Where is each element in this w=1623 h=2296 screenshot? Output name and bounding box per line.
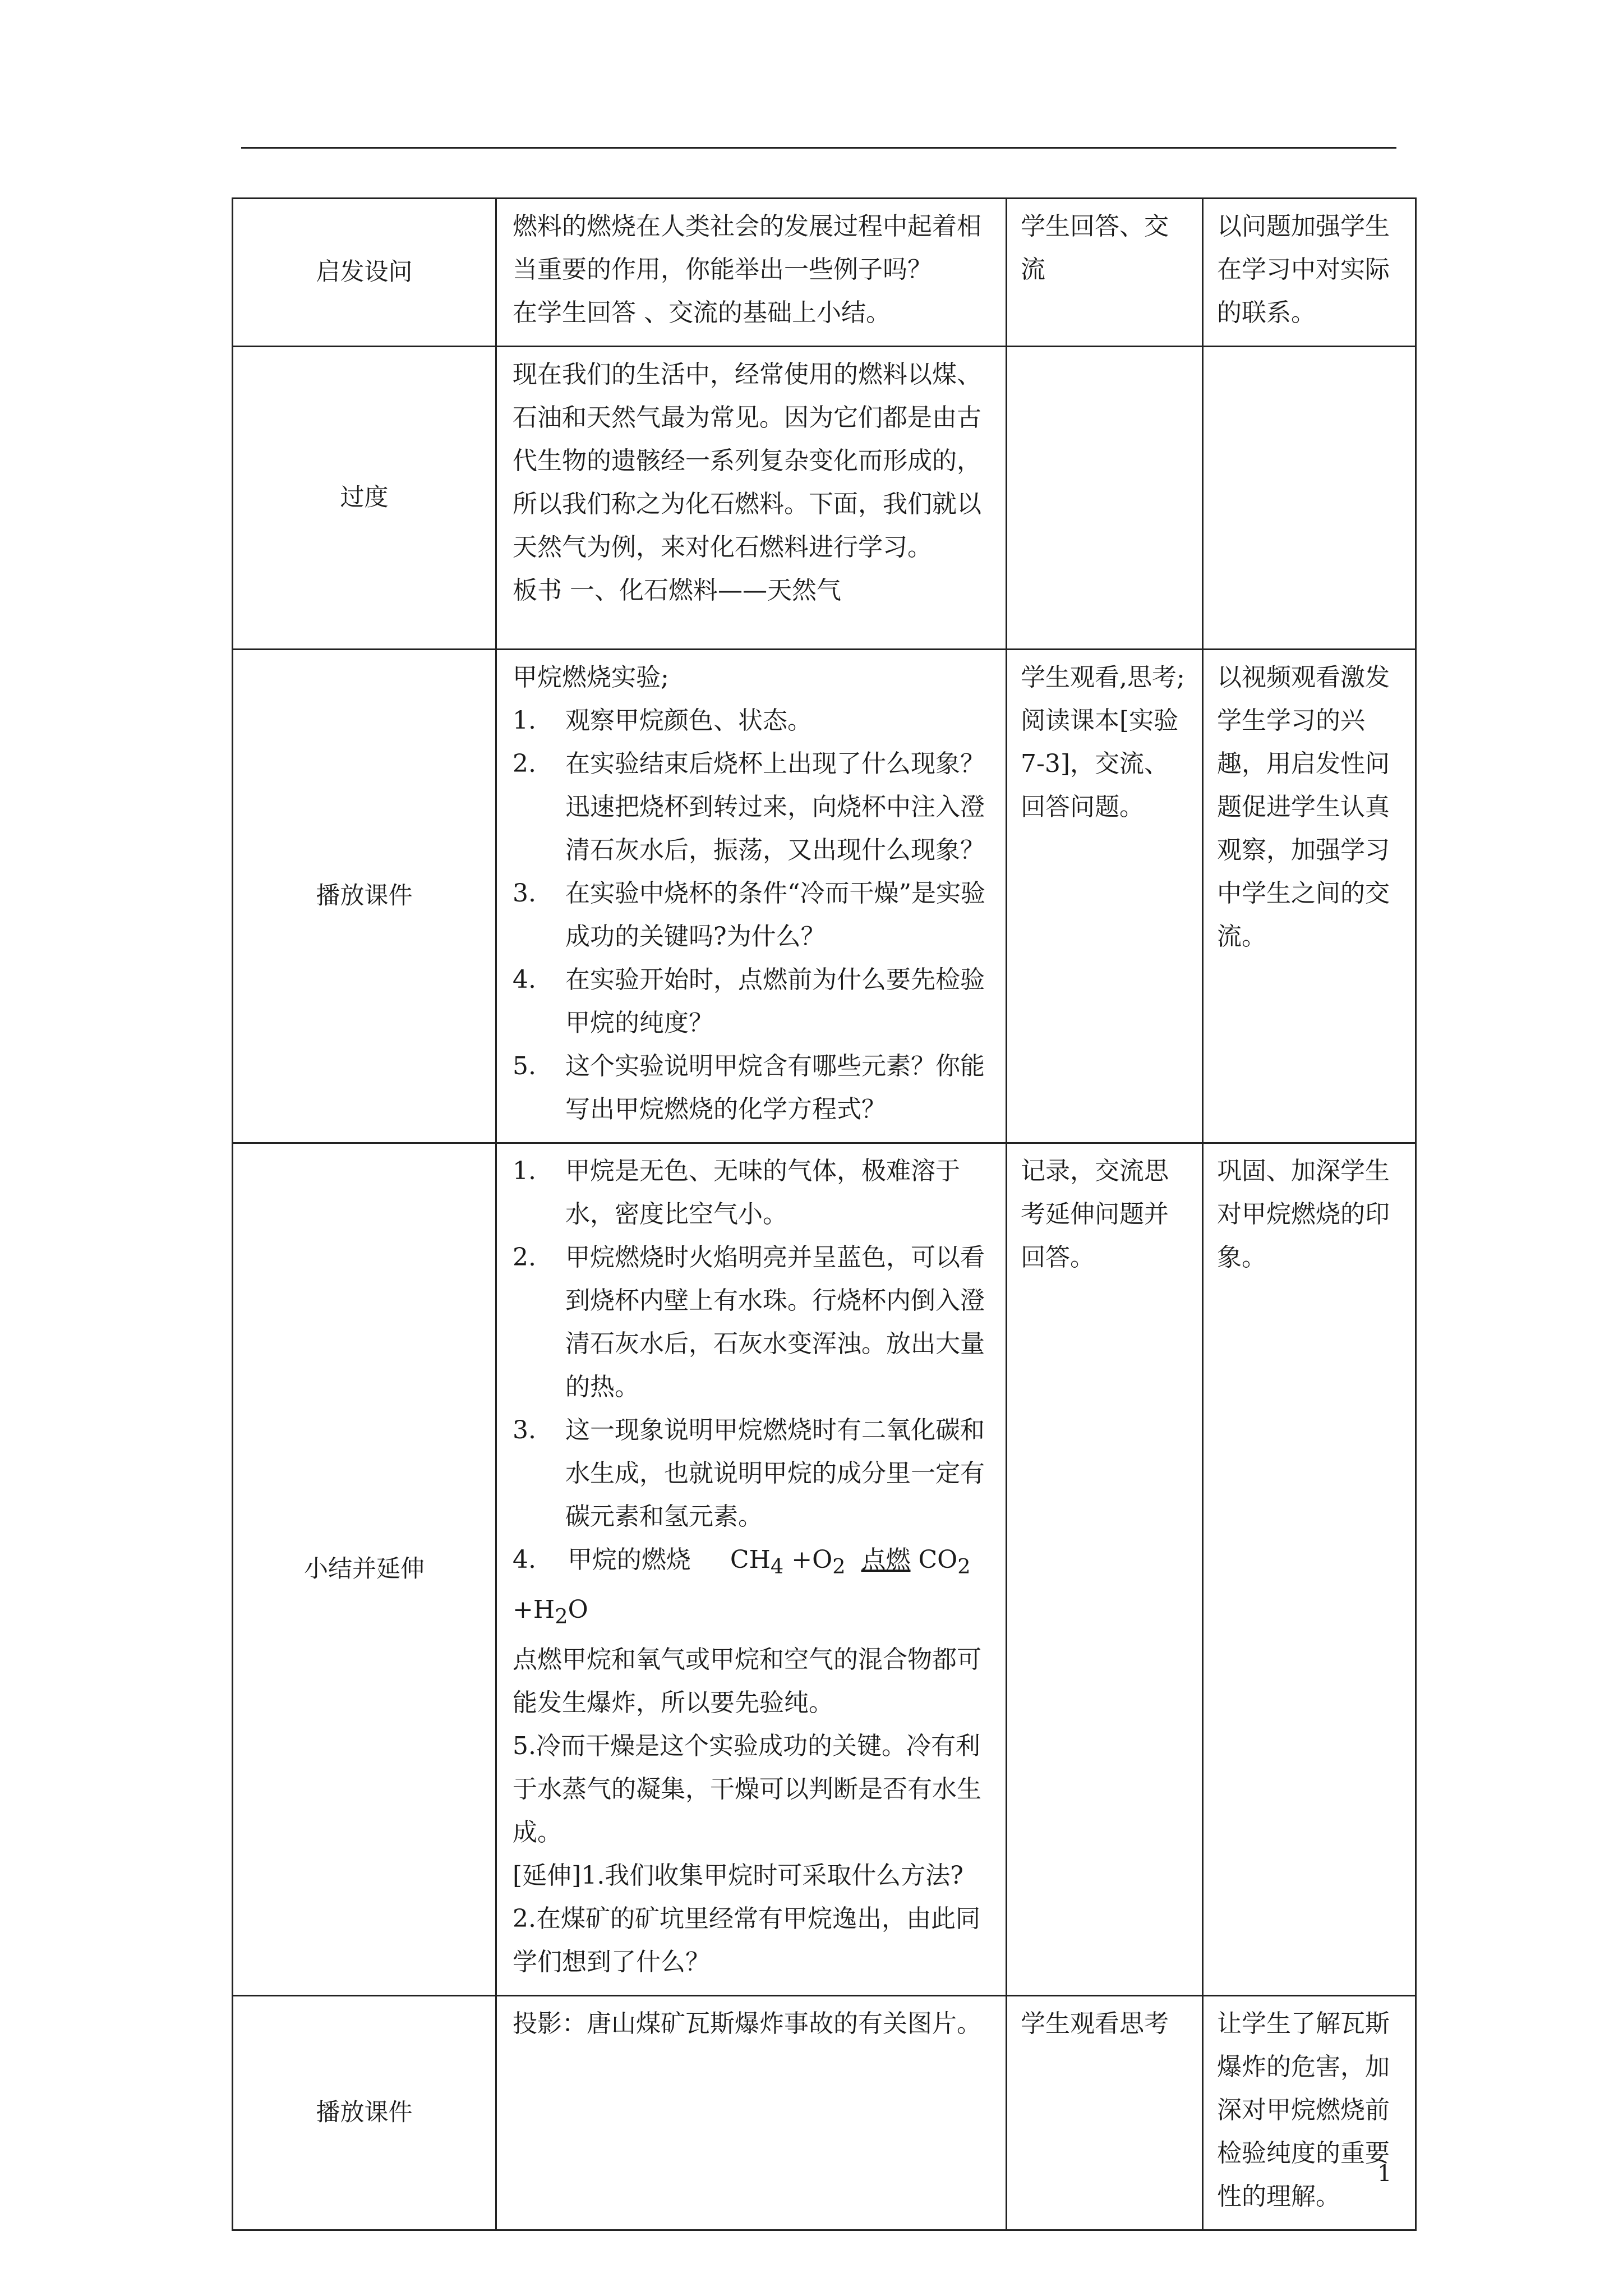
list-item — [513, 872, 992, 958]
formula-sub: 2 — [555, 1604, 568, 1628]
stage-cell: 过度 — [233, 347, 496, 650]
formula-ch: CH — [730, 1545, 771, 1574]
table-row — [233, 1995, 1416, 2230]
content-paragraph: 板书 一、化石燃料——天然气 — [513, 576, 841, 605]
equation-number: 4. — [513, 1545, 536, 1574]
list-text: 甲烷燃烧时火焰明亮并呈蓝色，可以看到烧杯内壁上有水珠。行烧杯内倒入澄清石灰水后，石灰水变浑浊。放出大量的热。 — [565, 1243, 985, 1401]
reaction-condition: 点燃 — [861, 1545, 911, 1574]
formula-co: CO — [918, 1545, 958, 1574]
page-number: 1 — [1377, 2161, 1392, 2187]
combustion-equation — [513, 1538, 992, 1638]
content-paragraph: 2.在煤矿的矿坑里经常有甲烷逸出，由此同学们想到了什么？ — [513, 1904, 980, 1976]
content-paragraph: 现在我们的生活中，经常使用的燃料以煤、石油和天然气最为常见。因为它们都是由古代生物的遗骸经一系列复杂变化而形成的，所以我们称之为化石燃料。下面，我们就以天然气为例，来对化石燃料进行学习。 — [513, 360, 981, 562]
content-cell — [496, 1143, 1007, 1996]
content-paragraph: 甲烷燃烧实验; — [513, 663, 669, 692]
content-paragraph: 点燃甲烷和氧气或甲烷和空气的混合物都可能发生爆炸，所以要先验纯。 — [513, 1645, 981, 1717]
content-paragraph: [延伸]1.我们收集甲烷时可采取什么方法? — [513, 1861, 963, 1890]
stage-cell: 播放课件 — [233, 1995, 496, 2230]
list-item — [513, 699, 992, 742]
list-text: 观察甲烷颜色、状态。 — [565, 706, 812, 735]
list-item — [513, 1045, 992, 1131]
content-cell — [496, 650, 1007, 1143]
stage-cell: 播放课件 — [233, 650, 496, 1143]
list-item — [513, 1409, 992, 1538]
list-number: 4. — [513, 965, 536, 994]
student-activity-cell: 学生观看,思考;阅读课本[实验7-3]，交流、回答问题。 — [1007, 650, 1203, 1143]
design-intent-cell: 以问题加强学生在学习中对实际的联系。 — [1203, 199, 1416, 347]
list-item — [513, 1236, 992, 1409]
list-text: 在实验中烧杯的条件“冷而干燥”是实验成功的关键吗?为什么？ — [565, 879, 985, 951]
student-activity-cell: 学生观看思考 — [1007, 1995, 1203, 2230]
list-item — [513, 958, 992, 1045]
design-intent-cell: 让学生了解瓦斯爆炸的危害，加深对甲烷燃烧前检验纯度的重要性的理解。 — [1203, 1995, 1416, 2230]
table-row — [233, 1143, 1416, 1996]
content-paragraph: 5.冷而干燥是这个实验成功的关键。冷有利于水蒸气的凝集，干燥可以判断是否有水生成。 — [513, 1731, 981, 1847]
table-row — [233, 650, 1416, 1143]
equation-label: 甲烷的燃烧 — [567, 1545, 691, 1574]
list-number: 5. — [513, 1052, 536, 1080]
list-number: 3. — [513, 879, 536, 908]
list-item — [513, 742, 992, 872]
list-number: 2. — [513, 1243, 536, 1272]
list-number: 2. — [513, 749, 536, 778]
list-text: 在实验开始时，点燃前为什么要先检验甲烷的纯度？ — [565, 965, 985, 1037]
student-activity-cell — [1007, 347, 1203, 650]
content-cell — [496, 347, 1007, 650]
content-cell — [496, 1995, 1007, 2230]
list-number: 1. — [513, 706, 536, 735]
lesson-plan-table — [232, 197, 1417, 2231]
formula-plus-h: +H — [513, 1595, 555, 1624]
formula-o: O — [568, 1595, 588, 1624]
header-rule — [241, 147, 1396, 149]
formula-sub: 2 — [832, 1554, 846, 1579]
design-intent-cell: 以视频观看激发学生学习的兴趣，用启发性问题促进学生认真观察，加强学习中学生之间的交流。 — [1203, 650, 1416, 1143]
content-paragraph: 燃料的燃烧在人类社会的发展过程中起着相当重要的作用，你能举出一些例子吗？ — [513, 212, 981, 284]
student-activity-cell: 记录，交流思考延伸问题并回答。 — [1007, 1143, 1203, 1996]
content-cell — [496, 199, 1007, 347]
list-item — [513, 1149, 992, 1236]
design-intent-cell: 巩固、加深学生对甲烷燃烧的印象。 — [1203, 1143, 1416, 1996]
stage-cell: 启发设问 — [233, 199, 496, 347]
formula-plus-o: +O — [783, 1545, 833, 1574]
content-paragraph: 在学生回答 、交流的基础上小结。 — [513, 298, 891, 327]
list-text: 这一现象说明甲烷燃烧时有二氧化碳和水生成，也就说明甲烷的成分里一定有碳元素和氢元素。 — [565, 1416, 985, 1531]
list-number: 1. — [513, 1157, 536, 1185]
list-text: 在实验结束后烧杯上出现了什么现象？迅速把烧杯到转过来，向烧杯中注入澄清石灰水后，振荡，又出现什么现象？ — [565, 749, 985, 864]
student-activity-cell: 学生回答、交流 — [1007, 199, 1203, 347]
list-number: 3. — [513, 1416, 536, 1444]
list-text: 这个实验说明甲烷含有哪些元素？你能写出甲烷燃烧的化学方程式？ — [565, 1052, 985, 1124]
stage-cell: 小结并延伸 — [233, 1143, 496, 1996]
formula-sub: 4 — [770, 1554, 784, 1579]
list-text: 甲烷是无色、无味的气体，极难溶于水，密度比空气小。 — [565, 1157, 960, 1228]
design-intent-cell — [1203, 347, 1416, 650]
table-row — [233, 199, 1416, 347]
content-paragraph: 投影：唐山煤矿瓦斯爆炸事故的有关图片。 — [513, 2009, 981, 2038]
formula-sub: 2 — [957, 1554, 971, 1579]
table-row — [233, 347, 1416, 650]
